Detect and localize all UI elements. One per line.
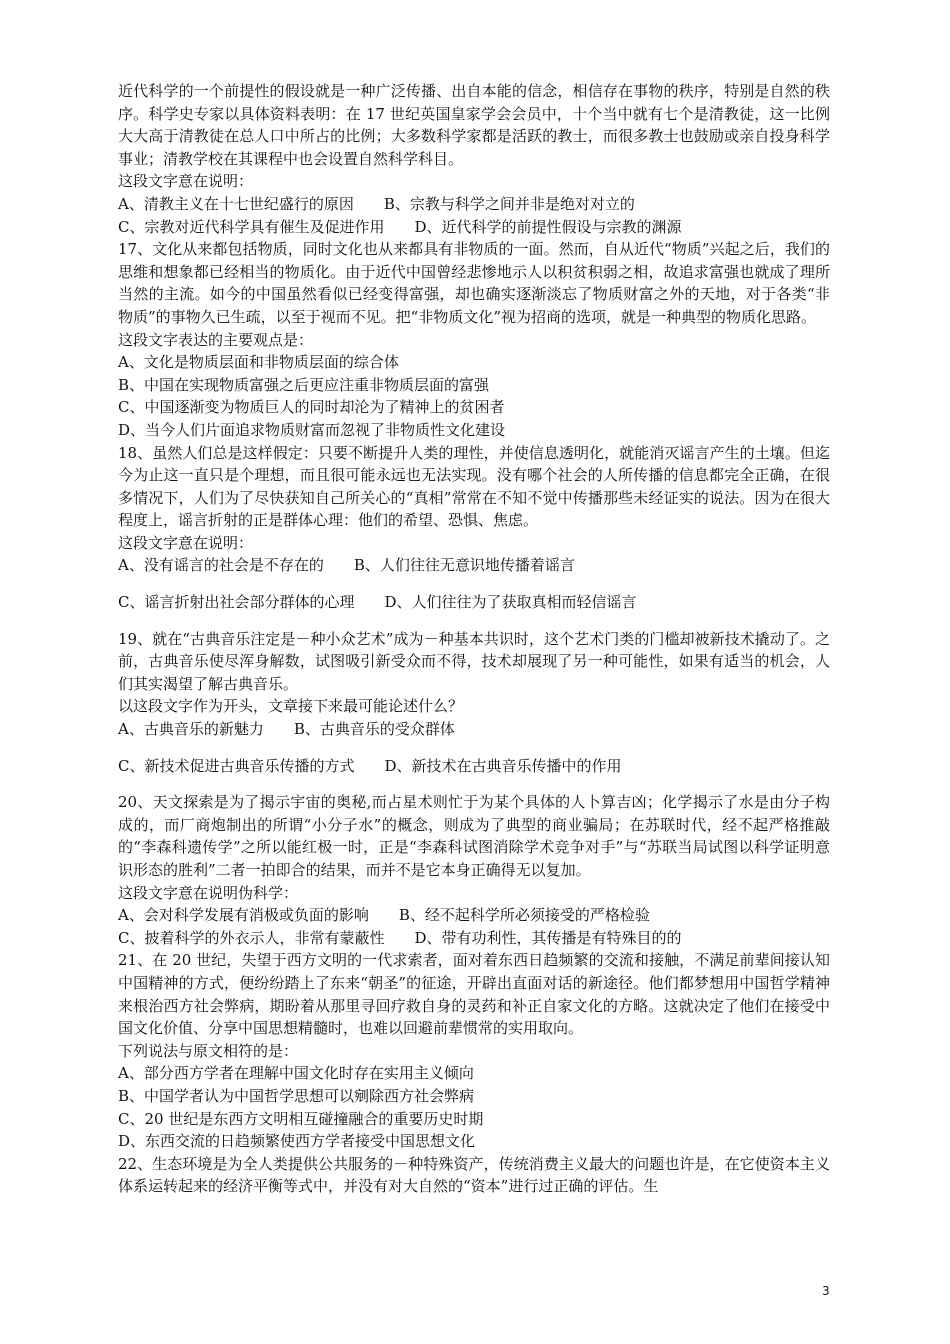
q21-option-c: C、20 世纪是东西方文明相互碰撞融合的重要历史时期 xyxy=(118,1109,484,1128)
q16-passage: 近代科学的一个前提性的假设就是一种广泛传播、出自本能的信念，相信存在事物的秩序，特别是自然的秩序。科学史专家以具体资料表明：在 17 世纪英国皇家学会会员中，十个当中就有七个是清教徒，这一比例大大高于清教徒在总人口中所占的比例；大多数科学家都是活跃的教士，而很多教士也鼓励或亲自投身科学事业；清教学校在其课程中也会设置自然科学科目。 xyxy=(118,82,830,168)
q18-passage: 18、虽然人们总是这样假定：只要不断提升人类的理性，并使信息透明化，就能消灭谣言产生的土壤。但迄今为止这一直只是个理想，而且很可能永远也无法实现。没有哪个社会的人所传播的信息都完全正确，在很多情况下，人们为了尽快获知自己所关心的“真相”常常在不知不觉中传播那些未经证实的说法。因为在很大程度上，谣言折射的正是群体心理：他们的希望、恐惧、焦虑。 xyxy=(118,443,830,530)
q18-options-row2 xyxy=(118,591,830,614)
q19-options-row1 xyxy=(118,718,830,741)
q19-option-c: C、新技术促进古典音乐传播的方式 xyxy=(118,756,355,775)
q18-option-a: A、没有谣言的社会是不存在的 xyxy=(118,556,324,575)
q19-option-b: B、古典音乐的受众群体 xyxy=(293,720,455,739)
document-page xyxy=(118,80,830,1198)
q19-option-d: D、新技术在古典音乐传播中的作用 xyxy=(384,756,622,775)
q16-option-d: D、近代科学的前提性假设与宗教的渊源 xyxy=(414,217,682,236)
q16-option-a: A、清教主义在十七世纪盛行的原因 xyxy=(118,194,354,213)
q17-option-b: B、中国在实现物质富强之后更应注重非物质层面的富强 xyxy=(118,375,490,394)
q16-option-b: B、宗教与科学之间并非是绝对对立的 xyxy=(383,194,635,213)
q17-option-d: D、当今人们片面追求物质财富而忽视了非物质性文化建设 xyxy=(118,420,506,439)
q22-passage: 22、生态环境是为全人类提供公共服务的－种特殊资产，传统消费主义最大的问题也许是，在它使资本主义体系运转起来的经济平衡等式中，并没有对大自然的“资本”进行过正确的评估。生 xyxy=(118,1154,830,1196)
q17-passage: 17、文化从来都包括物质，同时文化也从来都具有非物质的一面。然而，自从近代“物质”兴起之后，我们的思维和想象都已经相当的物质化。由于近代中国曾经悲惨地示人以积贫积弱之相，故追求富强也就成了理所当然的主流。如今的中国虽然看似已经变得富强，却也确实逐渐淡忘了物质财富之外的天地，对于各类“非物质”的事物久已生疏，以至于视而不见。把“非物质文化”视为招商的选项，就是一种典型的物质化思路。 xyxy=(118,240,830,326)
q16-options-row1 xyxy=(118,193,830,216)
q18-option-c: C、谣言折射出社会部分群体的心理 xyxy=(118,593,355,612)
q19-options-row2 xyxy=(118,755,830,778)
q16-option-c: C、宗教对近代科学具有催生及促进作用 xyxy=(118,217,385,236)
q17-question: 这段文字表达的主要观点是： xyxy=(118,330,314,349)
q17-option-a: A、文化是物质层面和非物质层面的综合体 xyxy=(118,353,399,372)
q20-option-d: D、带有功利性，其传播是有特殊目的的 xyxy=(414,928,682,947)
q20-option-a: A、会对科学发展有消极或负面的影响 xyxy=(118,906,369,925)
page-number: 3 xyxy=(822,1284,830,1298)
q21-question: 下列说法与原文相符的是： xyxy=(118,1041,299,1060)
q20-passage: 20、天文探索是为了揭示宇宙的奥秘,而占星术则忙于为某个具体的人卜算吉凶；化学揭示了水是由分子构成的，而厂商炮制出的所谓“小分子水”的概念，则成为了典型的商业骗局；在苏联时代，经不起严格推敲的“李森科遗传学”之所以能红极一时，正是“李森科试图消除学术竞争对手”与“苏联当局试图以科学证明意识形态的胜利”二者一拍即合的结果，而并不是它本身正确得无以复加。 xyxy=(118,793,830,879)
q20-options-row1 xyxy=(118,904,830,927)
q20-option-c: C、披着科学的外衣示人，非常有蒙蔽性 xyxy=(118,928,385,947)
q20-question: 这段文字意在说明伪科学： xyxy=(118,883,299,902)
q21-option-d: D、东西交流的日趋频繁使西方学者接受中国思想文化 xyxy=(118,1132,476,1151)
q19-question: 以这段文字作为开头，文章接下来最可能论述什么？ xyxy=(118,697,464,716)
q19-passage: 19、就在“古典音乐注定是－种小众艺术”成为－种基本共识时，这个艺术门类的门槛却被新技术撬动了。之前，古典音乐使尽浑身解数，试图吸引新受众而不得，技术却展现了另一种可能性，如果有适当的机会，人们其实渴望了解古典音乐。 xyxy=(118,629,830,693)
q21-option-b: B、中国学者认为中国哲学思想可以剜除西方社会弊病 xyxy=(118,1086,475,1105)
q20-option-b: B、经不起科学所必须接受的严格检验 xyxy=(398,906,650,925)
q19-option-a: A、古典音乐的新魅力 xyxy=(118,720,264,739)
q18-question: 这段文字意在说明： xyxy=(118,533,254,552)
q18-option-b: B、人们往往无意识地传播着谣言 xyxy=(353,556,575,575)
q17-option-c: C、中国逐渐变为物质巨人的同时却沦为了精神上的贫困者 xyxy=(118,398,505,417)
q16-question: 这段文字意在说明： xyxy=(118,172,254,191)
q21-option-a: A、部分西方学者在理解中国文化时存在实用主义倾向 xyxy=(118,1064,474,1083)
q20-options-row2 xyxy=(118,927,830,950)
q21-passage: 21、在 20 世纪，失望于西方文明的一代求索者，面对着东西日趋频繁的交流和接触，不满足前辈间接认知中国精神的方式，便纷纷踏上了东来“朝圣”的征途，开辟出直面对话的新途径。他们都梦想用中国哲学精神来根治西方社会弊病，期盼着从那里寻回疗救自身的灵药和补正自家文化的方略。这就决定了他们在接受中国文化价值、分享中国思想精髓时，也难以回避前辈惯常的实用取向。 xyxy=(118,951,830,1038)
q18-options-row1 xyxy=(118,554,830,577)
q18-option-d: D、人们往往为了获取真相而轻信谣言 xyxy=(384,593,637,612)
q16-options-row2 xyxy=(118,216,830,239)
